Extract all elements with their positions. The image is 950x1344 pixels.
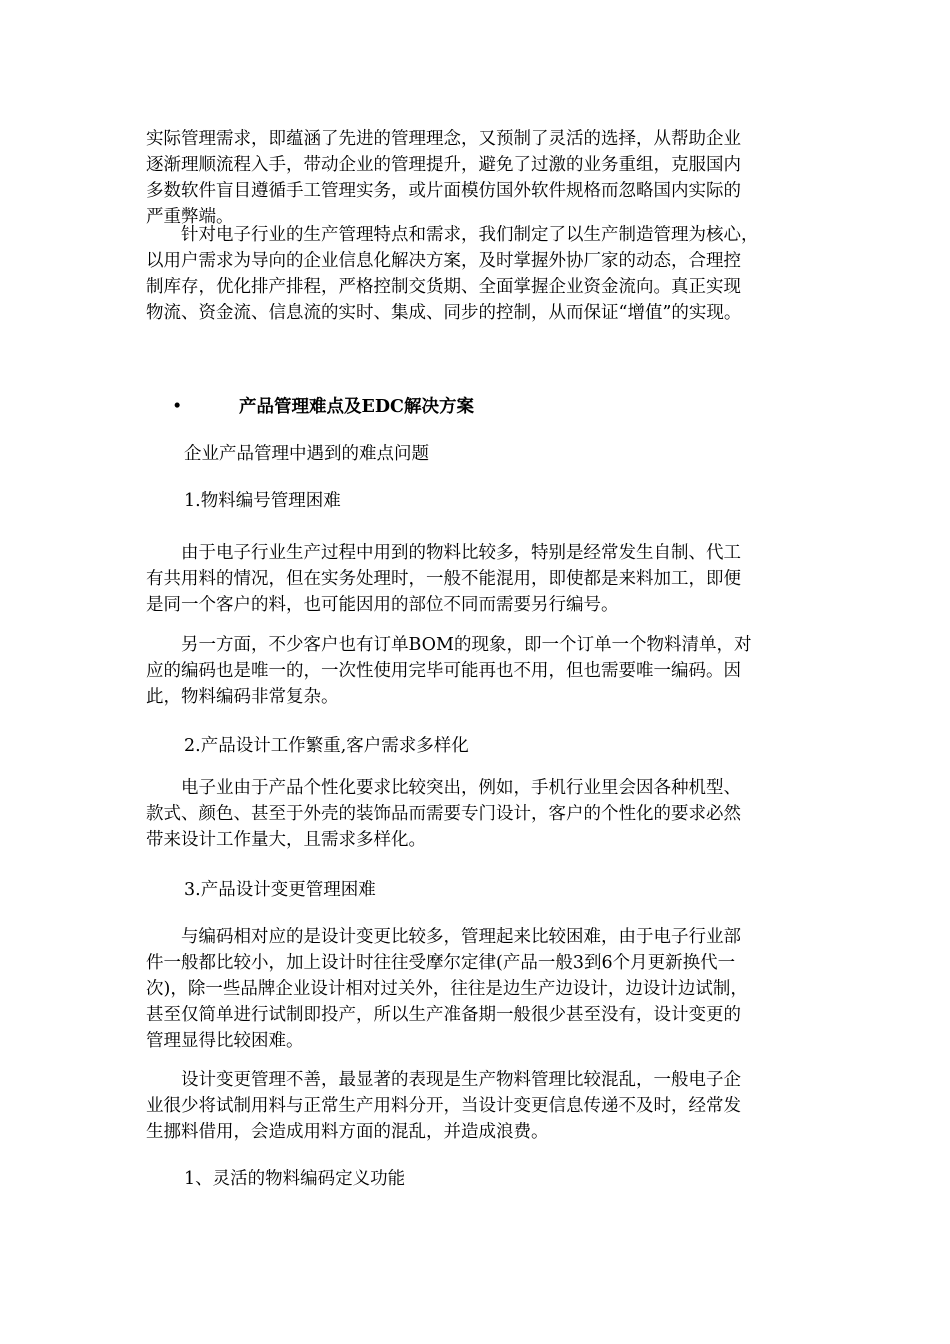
text-line: 制库存，优化排产排程，严格控制交货期、全面掌握企业资金流向。真正实现 [146,277,741,297]
text-line: 此，物料编码非常复杂。 [146,687,339,707]
text-line: 以用户需求为导向的企业信息化解决方案，及时掌握外协厂家的动态，合理控 [146,251,741,271]
text-line: 物流、资金流、信息流的实时、集成、同步的控制，从而保证“增值”的实现。 [146,303,742,323]
text-line: 款式、颜色、甚至于外壳的装饰品而需要专门设计，客户的个性化的要求必然 [146,804,741,824]
text-line: 电子业由于产品个性化要求比较突出，例如，手机行业里会因各种机型、 [181,778,741,798]
text-line: 有共用料的情况，但在实务处理时，一般不能混用，即使都是来料加工，即便 [146,569,741,589]
paragraph-electronics-solution [146,222,810,326]
text-line: 与编码相对应的是设计变更比较多，管理起来比较困难，由于电子行业部 [181,927,741,947]
item-3-title: 3.产品设计变更管理困难 [184,880,376,900]
text-line: 逐渐理顺流程入手，带动企业的管理提升，避免了过激的业务重组，克服国内 [146,155,741,175]
text-line: 应的编码也是唯一的，一次性使用完毕可能再也不用，但也需要唯一编码。因 [146,661,741,681]
text-line: 是同一个客户的料，也可能因用的部位不同而需要另行编号。 [146,595,619,615]
bullet-marker: • [172,397,183,417]
item-1-title: 1.物料编号管理困难 [184,491,341,511]
text-line: 另一方面，不少客户也有订单BOM的现象，即一个订单一个物料清单，对 [181,635,752,655]
text-line: 由于电子行业生产过程中用到的物料比较多，特别是经常发生自制、代工 [181,543,741,563]
paragraph-change-mismanagement [146,1067,810,1145]
text-line: 严重弊端。 [146,207,234,227]
text-line: 实际管理需求，即蕴涵了先进的管理理念，又预制了灵活的选择，从帮助企业 [146,129,741,149]
text-line: 次)，除一些品牌企业设计相对过关外，往往是边生产边设计，边设计边试制， [146,979,748,999]
paragraph-design-workload [146,775,810,853]
paragraph-management-philosophy [146,126,810,230]
item-2-title: 2.产品设计工作繁重,客户需求多样化 [184,736,469,756]
text-line: 设计变更管理不善，最显著的表现是生产物料管理比较混乱，一般电子企 [181,1070,741,1090]
text-line: 生挪料借用，会造成用料方面的混乱，并造成浪费。 [146,1122,549,1142]
text-line: 带来设计工作量大，且需求多样化。 [146,830,426,850]
paragraph-material-coding [146,540,810,618]
text-line: 件一般都比较小，加上设计时往往受摩尔定律(产品一般3到6个月更新换代一 [146,953,736,973]
section-heading [146,394,810,422]
section-heading-text: 产品管理难点及EDC解决方案 [239,397,474,417]
intro-line: 企业产品管理中遇到的难点问题 [184,444,429,464]
text-line: 多数软件盲目遵循手工管理实务，或片面模仿国外软件规格而忽略国内实际的 [146,181,741,201]
solution-1-title: 1、灵活的物料编码定义功能 [184,1169,406,1189]
text-line: 针对电子行业的生产管理特点和需求，我们制定了以生产制造管理为核心， [181,225,759,245]
text-line: 甚至仅简单进行试制即投产，所以生产准备期一般很少甚至没有，设计变更的 [146,1005,741,1025]
text-line: 管理显得比较困难。 [146,1031,304,1051]
paragraph-design-change [146,924,810,1054]
text-line: 业很少将试制用料与正常生产用料分开，当设计变更信息传递不及时，经常发 [146,1096,741,1116]
paragraph-order-bom [146,632,810,710]
